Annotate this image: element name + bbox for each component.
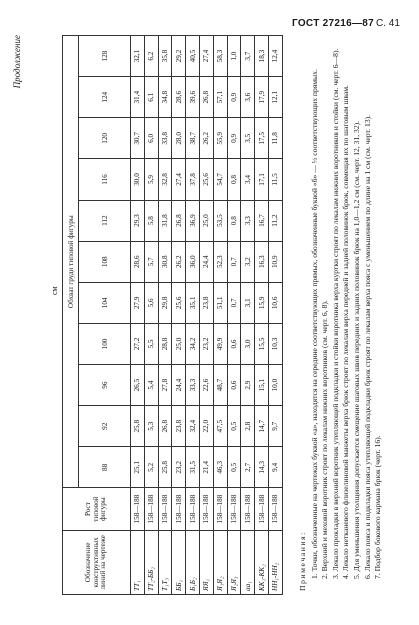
row-value: 29,8 — [158, 282, 172, 323]
table-row — [255, 36, 269, 595]
row-value: 12,1 — [268, 77, 282, 118]
note-item: 4. Лекало нетканевого флизелиновой манжеты верха брюк строят по лекалам верха передней и задней половинок брюк, совмещая их по шаговым швам. — [341, 85, 351, 579]
row-value: 25,0 — [172, 323, 186, 364]
header-standard-code: ГОСТ 27216—87 — [292, 18, 375, 29]
row-value: 29,3 — [131, 200, 145, 241]
row-height: 158—188 — [255, 488, 269, 530]
row-value: 37,8 — [186, 159, 200, 200]
row-value: 16,3 — [255, 241, 269, 282]
row-value: 5,3 — [144, 406, 158, 447]
row-value: 0,9 — [227, 77, 241, 118]
row-value: 46,3 — [213, 447, 227, 488]
row-height: 158—188 — [227, 488, 241, 530]
row-value: 47,5 — [213, 406, 227, 447]
row-value: 5,6 — [144, 282, 158, 323]
row-value: 1,0 — [227, 36, 241, 77]
row-value: 11,5 — [268, 159, 282, 200]
header-girth-112: 112 — [79, 200, 131, 241]
header-page-number: С. 41 — [376, 18, 400, 29]
row-value: 3,3 — [241, 200, 255, 241]
header-girth-group: Обхват груди типовой фигуры — [63, 36, 79, 488]
row-value: 55,9 — [213, 118, 227, 159]
table-row — [199, 36, 213, 595]
row-value: 3,4 — [241, 159, 255, 200]
row-value: 24,4 — [172, 365, 186, 406]
row-value: 25,8 — [158, 447, 172, 488]
row-value: 30,0 — [131, 159, 145, 200]
row-value: 11,2 — [268, 200, 282, 241]
row-height: 158—188 — [213, 488, 227, 530]
row-height: 158—188 — [268, 488, 282, 530]
header-designation: Обозначение конструктивных линий на чертеже — [63, 530, 131, 594]
row-value: 35,8 — [158, 36, 172, 77]
note-item: 7. Подбор бокового кармана брюк (черт. 16). — [373, 435, 383, 579]
row-value: 9,7 — [268, 406, 282, 447]
row-value: 10,0 — [268, 365, 282, 406]
row-designation: KK₁-KK₂ — [255, 530, 269, 594]
row-value: 3,7 — [241, 36, 255, 77]
row-value: 29,2 — [172, 36, 186, 77]
row-value: 5,4 — [144, 365, 158, 406]
table-row — [227, 36, 241, 595]
row-value: 26,8 — [158, 406, 172, 447]
row-height: 158—188 — [158, 488, 172, 530]
row-value: 26,8 — [199, 77, 213, 118]
row-value: 3,1 — [241, 282, 255, 323]
row-value: 22,0 — [199, 406, 213, 447]
note-item: 6. Лекало пояса и подкладки пояса утепляющей подкладки брюк строят по лекалам верха пояса с уменьшением по длине на 1 см (см. черт. 13). — [362, 114, 372, 579]
row-value: 15,1 — [255, 365, 269, 406]
row-value: 26,2 — [172, 241, 186, 282]
row-height: 158—188 — [186, 488, 200, 530]
row-value: 36,9 — [186, 200, 200, 241]
row-value: 17,5 — [255, 118, 269, 159]
row-value: 27,4 — [199, 36, 213, 77]
header-girth-104: 104 — [79, 282, 131, 323]
row-value: 27,8 — [158, 365, 172, 406]
row-value: 2,9 — [241, 365, 255, 406]
row-value: 0,6 — [227, 323, 241, 364]
row-value: 0,8 — [227, 200, 241, 241]
row-value: 23,2 — [199, 323, 213, 364]
row-value: 28,0 — [172, 118, 186, 159]
header-girth-116: 116 — [79, 159, 131, 200]
row-value: 0,6 — [227, 365, 241, 406]
row-value: 31,4 — [131, 77, 145, 118]
header-height: Рост типовой фигуры — [63, 488, 131, 530]
note-item: 1. Точки, обозначенные на чертежах буквой «а», находятся на середине соответствующих прямых, обозначенные буквой «б» — ⅓ соответствующих прямых. — [309, 69, 319, 579]
table-row — [268, 36, 282, 595]
table-row — [131, 36, 145, 595]
row-value: 14,3 — [255, 447, 269, 488]
row-value: 5,9 — [144, 159, 158, 200]
notes-title: Примечания: — [298, 531, 307, 591]
row-value: 11,8 — [268, 118, 282, 159]
row-value: 3,6 — [241, 77, 255, 118]
row-value: 51,1 — [213, 282, 227, 323]
row-designation: Я₁Я₂ — [213, 530, 227, 594]
row-value: 30,8 — [158, 241, 172, 282]
row-value: 3,0 — [241, 323, 255, 364]
row-value: 18,3 — [255, 36, 269, 77]
header-girth-92: 92 — [79, 406, 131, 447]
row-value: 25,1 — [131, 447, 145, 488]
row-value: 26,2 — [199, 118, 213, 159]
table-row — [213, 36, 227, 595]
row-designation: НН₁-НН₂ — [268, 530, 282, 594]
row-value: 27,4 — [172, 159, 186, 200]
row-value: 28,8 — [158, 323, 172, 364]
row-value: 6,2 — [144, 36, 158, 77]
row-value: 35,1 — [186, 282, 200, 323]
row-value: 22,6 — [199, 365, 213, 406]
row-value: 27,2 — [131, 323, 145, 364]
row-value: 0,5 — [227, 447, 241, 488]
table-row — [172, 36, 186, 595]
row-value: 58,3 — [213, 36, 227, 77]
row-value: 57,1 — [213, 77, 227, 118]
row-value: 38,7 — [186, 118, 200, 159]
row-value: 0,9 — [227, 118, 241, 159]
row-designation: T₁T₃ — [158, 530, 172, 594]
row-value: 33,8 — [158, 118, 172, 159]
row-designation: Я₂Я₃ — [227, 530, 241, 594]
row-value: 23,8 — [172, 406, 186, 447]
row-height: 158—188 — [144, 488, 158, 530]
row-value: 25,0 — [199, 200, 213, 241]
note-item: 3. Лекало прокладки в верхний воротник утепляющей подкладки и стойки воротника верха куртки строят по лекалам нижних воротников и стойки (см. черт. 6—8). — [330, 48, 340, 579]
measurements-table — [62, 35, 283, 595]
header-girth-108: 108 — [79, 241, 131, 282]
row-value: 32,8 — [158, 159, 172, 200]
row-value: 2,8 — [241, 406, 255, 447]
row-value: 39,6 — [186, 77, 200, 118]
row-value: 0,8 — [227, 159, 241, 200]
row-value: 49,9 — [213, 323, 227, 364]
row-value: 5,7 — [144, 241, 158, 282]
row-height: 158—188 — [199, 488, 213, 530]
notes-section — [298, 39, 384, 591]
row-value: 26,8 — [172, 200, 186, 241]
row-value: 25,8 — [131, 406, 145, 447]
row-value: 3,5 — [241, 118, 255, 159]
row-value: 10,3 — [268, 323, 282, 364]
row-value: 23,8 — [199, 282, 213, 323]
row-value: 0,7 — [227, 241, 241, 282]
row-value: 40,5 — [186, 36, 200, 77]
row-value: 25,6 — [172, 282, 186, 323]
row-value: 34,8 — [158, 77, 172, 118]
row-designation: аа₁ — [241, 530, 255, 594]
row-value: 34,2 — [186, 323, 200, 364]
note-item: 2. Верхний и меховой воротник строят по лекалам нижних воротников (см. черт. 6, 8). — [320, 300, 330, 579]
row-value: 32,4 — [186, 406, 200, 447]
row-value: 17,1 — [255, 159, 269, 200]
row-designation: ББ₁ — [172, 530, 186, 594]
header-girth-124: 124 — [79, 77, 131, 118]
row-height: 158—188 — [131, 488, 145, 530]
row-value: 3,2 — [241, 241, 255, 282]
table-row — [241, 36, 255, 595]
row-value: 15,5 — [255, 323, 269, 364]
row-value: 14,7 — [255, 406, 269, 447]
row-value: 0,7 — [227, 282, 241, 323]
header-girth-96: 96 — [79, 365, 131, 406]
note-item: 5. Для уменьшения утолщения допускается смещение шаговых швов передних и задних половинок брюк на 1,0—1,2 см (см. черт. 12, 31, 32). — [351, 120, 361, 579]
row-value: 10,6 — [268, 282, 282, 323]
table-row — [144, 36, 158, 595]
row-value: 2,7 — [241, 447, 255, 488]
row-value: 17,9 — [255, 77, 269, 118]
row-designation: Б₁Б₂ — [186, 530, 200, 594]
row-height: 158—188 — [241, 488, 255, 530]
header-girth-120: 120 — [79, 118, 131, 159]
rotated-page-content — [12, 35, 412, 595]
row-height: 158—188 — [172, 488, 186, 530]
row-value: 27,9 — [131, 282, 145, 323]
row-value: 25,6 — [199, 159, 213, 200]
header-girth-88: 88 — [79, 447, 131, 488]
row-value: 0,5 — [227, 406, 241, 447]
row-designation: TT₁ — [131, 530, 145, 594]
row-value: 9,4 — [268, 447, 282, 488]
row-value: 54,7 — [213, 159, 227, 200]
row-value: 30,7 — [131, 118, 145, 159]
row-value: 53,5 — [213, 200, 227, 241]
row-value: 23,2 — [172, 447, 186, 488]
row-value: 10,9 — [268, 241, 282, 282]
unit-label: см — [50, 286, 59, 295]
row-value: 12,4 — [268, 36, 282, 77]
continuation-label: Продолжение — [12, 35, 22, 89]
row-value: 6,1 — [144, 77, 158, 118]
row-value: 26,5 — [131, 365, 145, 406]
row-value: 31,5 — [186, 447, 200, 488]
row-value: 24,4 — [199, 241, 213, 282]
row-designation: ЯЯ₁ — [199, 530, 213, 594]
row-value: 5,2 — [144, 447, 158, 488]
row-value: 28,6 — [172, 77, 186, 118]
row-value: 5,8 — [144, 200, 158, 241]
row-value: 52,3 — [213, 241, 227, 282]
row-value: 16,7 — [255, 200, 269, 241]
row-value: 28,6 — [131, 241, 145, 282]
row-value: 33,3 — [186, 365, 200, 406]
header-girth-100: 100 — [79, 323, 131, 364]
row-value: 36,0 — [186, 241, 200, 282]
row-value: 15,9 — [255, 282, 269, 323]
row-designation: TT₂-ББ₂ — [144, 530, 158, 594]
header-girth-128: 128 — [79, 36, 131, 77]
table-row — [186, 36, 200, 595]
row-value: 31,8 — [158, 200, 172, 241]
row-value: 5,5 — [144, 323, 158, 364]
row-value: 32,1 — [131, 36, 145, 77]
row-value: 48,7 — [213, 365, 227, 406]
table-row — [158, 36, 172, 595]
row-value: 6,0 — [144, 118, 158, 159]
row-value: 21,4 — [199, 447, 213, 488]
